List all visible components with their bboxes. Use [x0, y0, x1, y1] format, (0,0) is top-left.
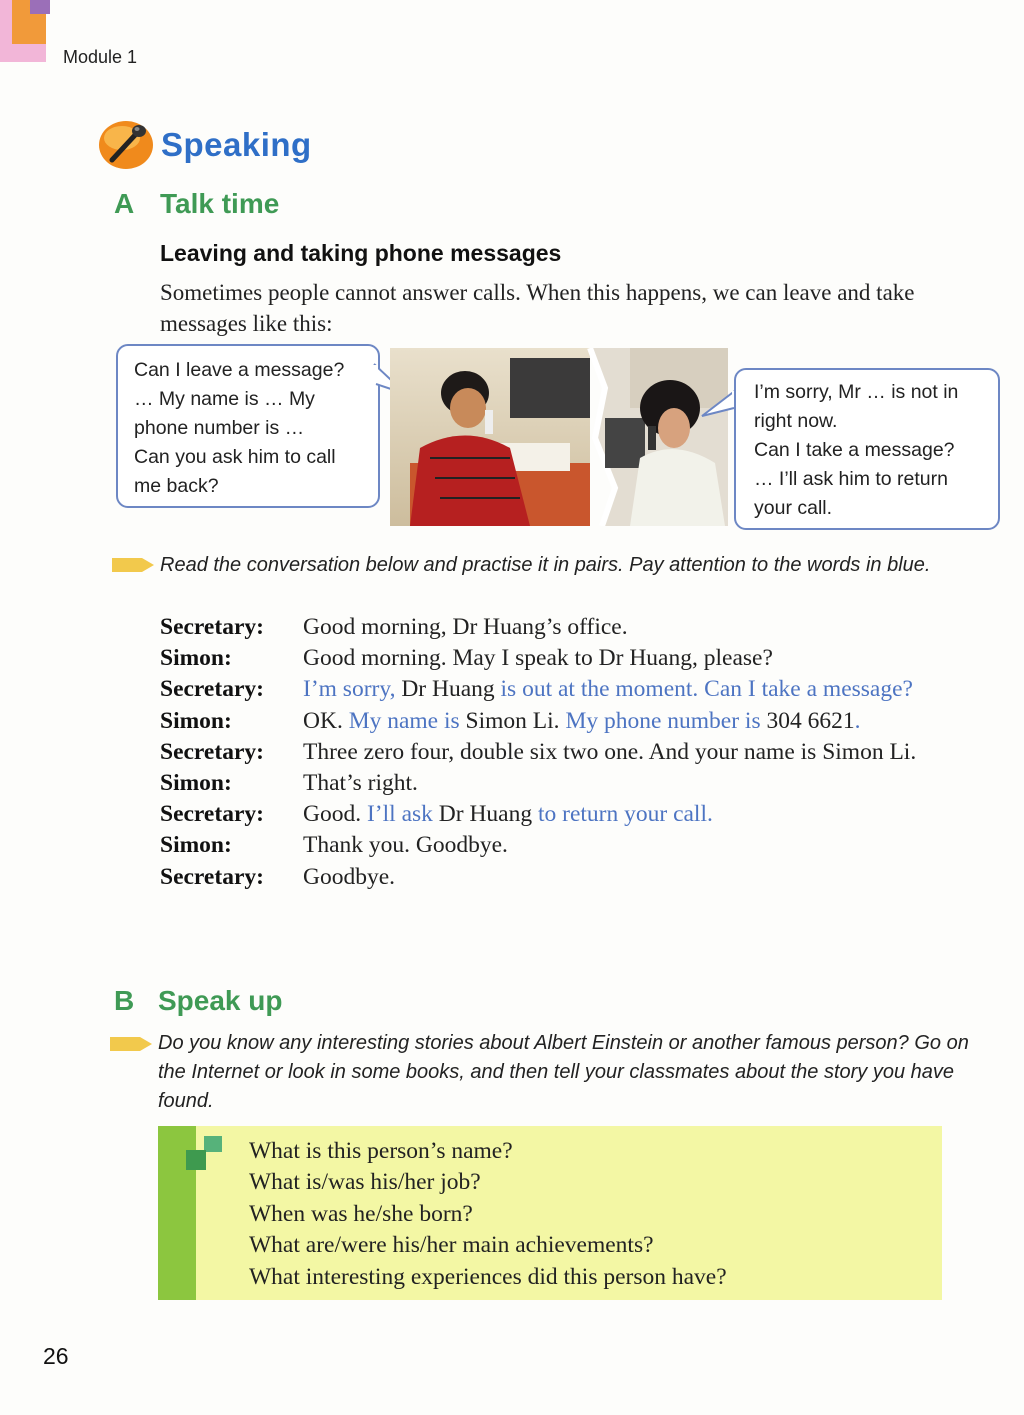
section-a-intro: Sometimes people cannot answer calls. When this happens, we can leave and take messages like this: [160, 280, 915, 336]
dialogue-line [303, 706, 990, 737]
speaking-title: Speaking [161, 126, 312, 163]
dialogue-speaker: Simon: [160, 832, 232, 859]
bubble-line: me back? [134, 475, 219, 497]
question-box-decoration [204, 1136, 222, 1152]
highlighted-phrase: I’ll ask [366, 801, 433, 828]
speech-bubble-caller [116, 344, 380, 508]
bubble-line: your call. [754, 497, 833, 519]
dialogue-row [160, 674, 990, 705]
dialogue-line [303, 830, 990, 861]
phone-call-photo [390, 348, 728, 526]
dialogue-text: Thank you. Goodbye. [303, 832, 508, 859]
dialogue-line [303, 643, 990, 674]
bubble-line: I’m sorry, Mr … is not in [754, 381, 959, 403]
section-a-title: Talk time [160, 188, 280, 219]
dialogue-speaker: Simon: [160, 770, 232, 797]
question-item: What is this person’s name? [249, 1138, 513, 1164]
section-b-letter: B [114, 985, 135, 1016]
bubble-line: Can I take a message? [754, 439, 955, 461]
dialogue-speaker: Secretary: [160, 863, 264, 890]
section-b-instruction: Do you know any interesting stories about Albert Einstein or another famous person? Go on the Internet or look in some books, and then tell your classmates about the story you have found. [158, 1032, 969, 1112]
dialogue-text: Good morning. May I speak to Dr Huang, please? [303, 645, 773, 672]
question-list [249, 1136, 727, 1293]
bubble-line: … My name is … My [134, 388, 315, 410]
section-a-instruction: Read the conversation below and practise it in pairs. Pay attention to the words in blue. [160, 554, 931, 576]
module-label: Module 1 [63, 47, 138, 67]
dialogue-text: Good. [303, 801, 367, 828]
dialogue-line [303, 768, 990, 799]
dialogue-row [160, 612, 990, 643]
question-box-decoration [186, 1150, 206, 1170]
dialogue-line [303, 612, 990, 643]
dialogue-line [303, 799, 990, 830]
dialogue-text: Dr Huang [395, 676, 501, 703]
bubble-line: phone number is … [134, 417, 305, 439]
instruction-pointer-icon [110, 1035, 152, 1053]
dialogue-row [160, 768, 990, 799]
highlighted-phrase: My name is [348, 707, 460, 734]
dialogue-row [160, 862, 990, 893]
dialogue-text: 304 6621 [760, 707, 855, 734]
page-number: 26 [43, 1343, 69, 1369]
highlighted-phrase: My phone number is [565, 707, 761, 734]
dialogue-text: Goodbye. [303, 863, 396, 890]
instruction-pointer-icon [112, 556, 154, 574]
dialogue-text: Three zero four, double six two one. And your name is Simon Li. [303, 738, 917, 765]
dialogue-speaker: Simon: [160, 645, 232, 672]
dialogue-text: Dr Huang [432, 801, 538, 828]
dialogue-row [160, 830, 990, 861]
section-b-title: Speak up [158, 985, 283, 1016]
bubble-line: Can I leave a message? [134, 359, 345, 381]
question-item: What interesting experiences did this person have? [249, 1263, 727, 1290]
dialogue-speaker: Secretary: [160, 614, 264, 640]
corner-decoration [0, 0, 56, 64]
speech-bubble-secretary [734, 368, 1000, 530]
dialogue-text: Simon Li. [459, 707, 566, 734]
highlighted-phrase: is out at the moment. Can I take a message? [500, 676, 913, 703]
question-item: What is/was his/her job? [249, 1169, 481, 1196]
dialogue-speaker: Simon: [160, 707, 232, 734]
highlighted-phrase: I’m sorry, [303, 676, 396, 703]
question-item: What are/were his/her main achievements? [249, 1232, 654, 1259]
highlighted-phrase: to return your call. [537, 801, 713, 828]
dialogue-line [303, 737, 990, 768]
bubble-tail-right [698, 386, 738, 426]
dialogue [160, 612, 990, 893]
section-a-letter: A [114, 188, 135, 219]
dialogue-row [160, 799, 990, 830]
dialogue-line [303, 862, 990, 893]
dialogue-speaker: Secretary: [160, 801, 264, 828]
section-a-subheading: Leaving and taking phone messages [160, 240, 562, 266]
question-item: When was he/she born? [249, 1200, 473, 1227]
bubble-line: right now. [754, 410, 838, 432]
highlighted-phrase: . [854, 707, 861, 734]
dialogue-text: OK. [303, 707, 349, 734]
bubble-line: … I’ll ask him to return [754, 468, 948, 490]
dialogue-row [160, 643, 990, 674]
dialogue-text: Good morning, Dr Huang’s office. [303, 614, 628, 640]
dialogue-text: That’s right. [303, 770, 418, 797]
dialogue-speaker: Secretary: [160, 676, 264, 703]
bubble-line: Can you ask him to call [134, 446, 336, 468]
dialogue-row [160, 737, 990, 768]
microphone-icon [98, 118, 154, 170]
dialogue-line [303, 674, 990, 705]
dialogue-speaker: Secretary: [160, 738, 264, 765]
dialogue-row [160, 706, 990, 737]
